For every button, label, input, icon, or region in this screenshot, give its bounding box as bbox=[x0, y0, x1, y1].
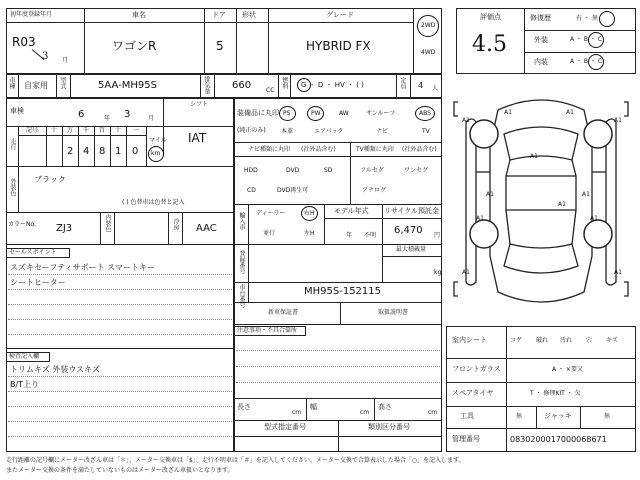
import-right: 右H bbox=[304, 210, 315, 217]
equip-tv: TV bbox=[422, 128, 430, 135]
first-reg-month-unit: 月 bbox=[62, 57, 69, 64]
mileage-unit-0: 記号 bbox=[26, 127, 39, 134]
spare-label: スペアタイヤ bbox=[452, 389, 494, 397]
glass-label: フロントガラス bbox=[452, 365, 501, 373]
manual: 取扱説明書 bbox=[378, 309, 409, 316]
inspection-year-unit: 年 bbox=[104, 115, 111, 122]
fuel-options: G ・ D ・ HV ・ ( ) bbox=[301, 81, 364, 89]
damage-mark-6: A1 bbox=[582, 191, 590, 198]
grade-label: グレード bbox=[326, 11, 354, 19]
sales-points-label: セールスポイント bbox=[9, 249, 57, 256]
registration-label: 登録番号 bbox=[238, 250, 245, 274]
interior-label: 内装 bbox=[534, 58, 548, 66]
import-parallel: 並行 bbox=[263, 230, 276, 237]
grade: HYBRID FX bbox=[306, 39, 371, 53]
damage-mark-4: A1 bbox=[530, 153, 538, 160]
repair-selected-circle bbox=[599, 11, 615, 27]
mileage-unit-3: 千 bbox=[83, 127, 90, 134]
damage-mark-5: A1 bbox=[486, 191, 494, 198]
model-designation-label: 型式指定番号 bbox=[264, 423, 306, 431]
repair-options: 有 ・ 無 bbox=[576, 15, 598, 22]
navi-sd: SD bbox=[324, 167, 333, 174]
equip-ps: PS bbox=[283, 110, 291, 117]
inspection-label: 車検 bbox=[10, 107, 24, 115]
color-label: 外装色 bbox=[9, 178, 16, 196]
score-value: 4.5 bbox=[472, 32, 507, 57]
sales-point-line-0: スズキセーフティサポート スマートキー bbox=[10, 263, 156, 272]
mileage-unit-4: 百 bbox=[99, 127, 106, 134]
ac-value: AAC bbox=[196, 223, 217, 234]
recycle-label: リサイクル預託金 bbox=[384, 207, 440, 215]
inspector-label: 検査記入欄 bbox=[9, 353, 40, 360]
interior-options: A ・ B ・ C bbox=[570, 58, 603, 65]
chassis-label: 車台番号 bbox=[238, 284, 245, 308]
width-label: 幅 bbox=[310, 403, 317, 411]
glass-items: A ・ ×要又 bbox=[552, 366, 583, 373]
damage-mark-0: A1 bbox=[462, 117, 470, 124]
damage-mark-11: A1 bbox=[614, 269, 622, 276]
navi-cd: CD bbox=[247, 187, 256, 194]
tools-value: 無 bbox=[516, 413, 523, 420]
mileage-unit-2: 万 bbox=[67, 127, 74, 134]
exterior-label: 外装 bbox=[534, 36, 548, 44]
score-label: 評価点 bbox=[480, 13, 501, 21]
new-warranty: 新車保証書 bbox=[268, 309, 299, 316]
car-name-label: 車名 bbox=[132, 11, 146, 19]
footer-line-1: 走行距離の記号欄にメーター改ざん車は「＊」、メーター交換車は「$」、走行不明車は「＃」を記入してください。メーター交換で合算表示した場合「○」を記入します。 bbox=[6, 457, 465, 464]
model: 5AA-MH95S bbox=[98, 80, 157, 91]
equip-aw: AW bbox=[339, 110, 349, 117]
seat-item-0: コゲ bbox=[510, 337, 523, 344]
mileage-digit-4: 0 bbox=[132, 146, 139, 157]
damage-mark-1: A1 bbox=[614, 117, 622, 124]
capacity-label: 定員 bbox=[399, 77, 406, 89]
length-label: 長さ bbox=[237, 403, 251, 411]
km-label: km bbox=[151, 150, 161, 157]
body-label: 形状 bbox=[242, 11, 256, 19]
doors: 5 bbox=[216, 39, 224, 53]
mileage-digit-2: 8 bbox=[99, 146, 106, 157]
inspection-month: 3 bbox=[124, 109, 131, 120]
navi-dvd: DVD bbox=[286, 167, 300, 174]
color-no-label: カラーNo. bbox=[8, 221, 36, 228]
footer-line-2: またメーター交換の条件を満たしていないものはメーター改ざん車扱いとなります。 bbox=[6, 467, 234, 474]
navi-sub: (社外品含む) bbox=[301, 146, 336, 153]
equipment-sub: (純正のみ) bbox=[237, 127, 266, 134]
shift: IAT bbox=[188, 131, 207, 145]
chassis-value: MH95S-152115 bbox=[304, 286, 382, 297]
tv-label: TV種類に丸印 bbox=[356, 146, 394, 153]
jack-value: 無 bbox=[604, 413, 611, 420]
length-unit: cm bbox=[292, 409, 302, 416]
tv-analog: アナログ bbox=[362, 187, 387, 194]
equip-abs: ABS bbox=[419, 110, 431, 117]
exterior-options: A ・ B ・ C bbox=[570, 36, 603, 43]
import-label: 輸入車 bbox=[238, 212, 245, 230]
damage-mark-2: A1 bbox=[504, 109, 512, 116]
damage-mark-10: A1 bbox=[462, 269, 470, 276]
recycle-unit: 円 bbox=[434, 232, 441, 239]
mileage-label: 走行 bbox=[9, 138, 16, 150]
navi-label: ナビ種類に丸印 bbox=[248, 146, 291, 153]
seat-item-2: 汚れ bbox=[560, 337, 573, 344]
inspection-year: 6 bbox=[78, 109, 85, 120]
first-reg-era: R03 bbox=[12, 35, 36, 49]
mileage-unit-1: 十 bbox=[51, 127, 58, 134]
max-load-unit: kg bbox=[434, 269, 442, 276]
first-reg-month: 3 bbox=[42, 51, 49, 62]
height-unit: cm bbox=[428, 409, 438, 416]
navi-hdd: HDD bbox=[244, 167, 258, 174]
inspector-line-1: B/T上り bbox=[10, 380, 40, 389]
mileage-unit-5: 十 bbox=[115, 127, 122, 134]
inspection-month-unit: 月 bbox=[148, 115, 155, 122]
seat-item-1: 破れ bbox=[536, 337, 549, 344]
ac-label: 冷房 bbox=[172, 218, 179, 230]
displacement: 660 bbox=[232, 80, 252, 91]
displacement-label: 排気量 bbox=[203, 76, 210, 94]
equip-pw: PW bbox=[311, 110, 321, 117]
tools-label: 工具 bbox=[460, 412, 474, 420]
doors-label: ドア bbox=[212, 11, 226, 19]
car-outline-icon bbox=[446, 82, 636, 322]
damage-mark-8: A1 bbox=[476, 215, 484, 222]
first-reg-label: 初年度登録年月 bbox=[10, 11, 53, 18]
shift-label: シフト bbox=[190, 101, 209, 108]
import-left: 左H bbox=[304, 230, 315, 237]
model-label: 型式 bbox=[59, 77, 66, 89]
damage-mark-9: A1 bbox=[590, 215, 598, 222]
usage-row bbox=[6, 74, 442, 98]
management-value: 0830200017000068671 bbox=[510, 435, 607, 444]
model-year-unknown: 不明 bbox=[364, 232, 377, 239]
fuel-label: 燃料 bbox=[281, 77, 288, 89]
import-dealer: ディーラー bbox=[256, 210, 286, 217]
seat-item-3: 穴 bbox=[586, 337, 593, 344]
capacity: 4 bbox=[418, 81, 424, 90]
mileage-unit-6: 一 bbox=[133, 127, 140, 134]
mile-label: マイル bbox=[149, 137, 167, 144]
usage: 自家用 bbox=[24, 81, 48, 90]
mileage-digit-3: 1 bbox=[115, 146, 122, 157]
jack-label: ジャッキ bbox=[544, 412, 572, 420]
recycle-value: 6,470 bbox=[394, 225, 423, 236]
mileage-digit-1: 4 bbox=[83, 146, 90, 157]
car-damage-diagram bbox=[446, 82, 636, 322]
usage-label: 車種 bbox=[8, 77, 15, 89]
equip-sunroof: サンルーフ bbox=[366, 110, 396, 117]
cc-unit: CC bbox=[266, 87, 275, 94]
equipment-label: 装備品に丸印 bbox=[237, 109, 279, 117]
tv-oneseg: ワンセグ bbox=[404, 167, 429, 174]
notes-label: 注意事項・不具合箇所 bbox=[237, 327, 298, 334]
height-label: 高さ bbox=[378, 403, 392, 411]
equip-leather: 本革 bbox=[281, 128, 294, 135]
inspector-line-0: トリムキズ 外装ウスキズ bbox=[10, 365, 100, 374]
car-name: ワゴンR bbox=[112, 39, 157, 53]
color-value: ブラック bbox=[34, 175, 66, 184]
interior-color-label: 内装色 bbox=[104, 214, 111, 232]
spare-items: T ・ 修理KIT ・ 欠 bbox=[530, 390, 581, 397]
drive-2wd: 2WD bbox=[421, 22, 436, 29]
mileage-digit-0: 2 bbox=[67, 146, 74, 157]
equip-airbag: エアバック bbox=[314, 128, 344, 135]
width-unit: cm bbox=[360, 409, 370, 416]
navi-dvd-play: DVD再生可 bbox=[277, 187, 309, 194]
damage-mark-3: A1 bbox=[566, 109, 574, 116]
tv-fullseg: フルセグ bbox=[360, 167, 384, 174]
drive-4wd: 4WD bbox=[421, 49, 436, 56]
equip-navi: ナビ bbox=[376, 128, 389, 135]
seat-label: 室内シート bbox=[452, 336, 487, 344]
max-load-label: 最大積載量 bbox=[396, 246, 427, 253]
class-number-label: 類別区分番号 bbox=[368, 423, 410, 431]
seat-item-4: キズ bbox=[606, 337, 618, 344]
repair-label: 修復歴 bbox=[530, 14, 551, 22]
model-year-unit: 年 bbox=[346, 232, 353, 239]
damage-mark-7: A1 bbox=[558, 201, 566, 208]
sales-point-line-1: シートヒーター bbox=[10, 278, 66, 287]
tv-sub: (社外品含む) bbox=[402, 146, 437, 153]
color-no: ZJ3 bbox=[56, 223, 73, 234]
model-year-label: モデル年式 bbox=[334, 207, 369, 215]
color-note: ( ) 色替車は色替と記入 bbox=[122, 199, 185, 206]
capacity-unit: 人 bbox=[432, 85, 439, 92]
management-label: 管理番号 bbox=[452, 435, 480, 443]
